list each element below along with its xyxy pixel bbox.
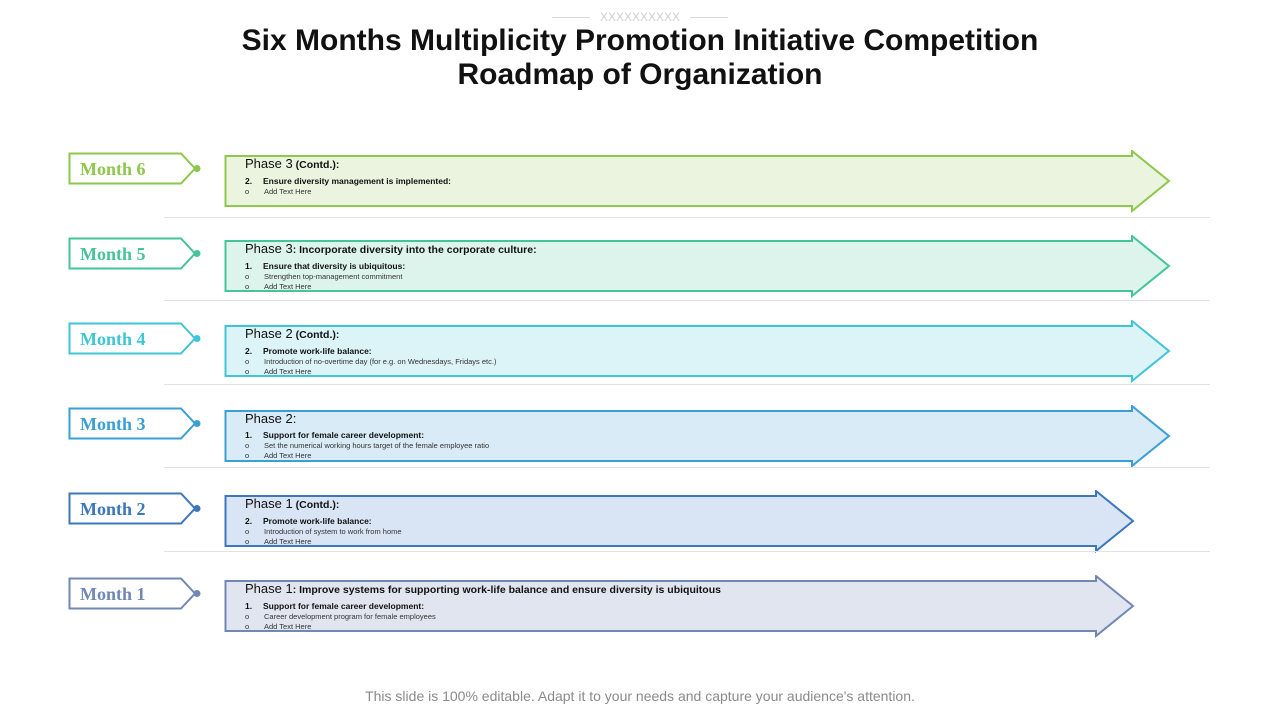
decoration-line-right [690,17,728,18]
roadmap-row [0,150,1280,235]
phase-content [245,496,1125,547]
item-line [245,430,1125,441]
phase-arrow [224,320,1174,386]
phase-heading [245,156,1125,173]
bullet-text: Introduction of no-overtime day (for e.g. on Wednesdays, Fridays etc.) [264,357,497,366]
item-number: 1. [245,430,253,440]
item-number: 1. [245,601,253,611]
bullet-text: Add Text Here [264,622,312,631]
roadmap-row [0,575,1280,660]
phase-arrow [224,575,1138,641]
month-label: Month 4 [80,329,146,349]
top-decoration [0,10,1280,24]
bullet-text: Add Text Here [264,282,312,291]
phase-heading [245,326,1125,343]
footer-note: This slide is 100% editable. Adapt it to your needs and capture your audience's attention. [365,688,915,704]
bullet-item [245,612,1125,622]
bullet-marker: o [245,367,250,376]
connector-dot [194,250,201,257]
month-tag [68,492,202,526]
bullet-marker: o [245,187,250,196]
phase-description: (Contd.): [292,329,340,341]
phase-title: Phase 1 [245,496,293,511]
phase-arrow [224,235,1174,301]
bullet-text: Add Text Here [264,187,312,196]
phase-description: (Contd.): [292,159,340,171]
title-line-1: Six Months Multiplicity Promotion Initiative Competition [241,24,1039,57]
bullet-text: Strengthen top-management commitment [264,272,403,281]
phase-arrow [224,490,1138,556]
bullet-text: Set the numerical working hours target of the female employee ratio [264,441,490,450]
row-divider [164,384,1210,385]
item-number: 2. [245,516,253,526]
bullet-item [245,451,1125,461]
month-tag [68,577,202,611]
phase-content [245,156,1125,197]
month-label: Month 1 [80,584,146,604]
bullet-marker: o [245,451,250,460]
row-divider [164,467,1210,468]
bullet-marker: o [245,537,250,546]
item-number: 2. [245,346,253,356]
bullet-item [245,527,1125,537]
phase-heading [245,241,1125,258]
roadmap-row [0,235,1280,320]
row-divider [164,217,1210,218]
phase-heading [245,496,1125,513]
phase-content [245,411,1125,461]
connector-dot [194,505,201,512]
connector-dot [194,590,201,597]
phase-description: (Contd.): [292,499,340,511]
month-tag [68,322,202,356]
bullet-item [245,187,1125,197]
bullet-marker: o [245,272,250,281]
month-tag [68,152,202,186]
decoration-line-left [552,17,590,18]
bullet-item [245,282,1125,292]
bullet-text: Career development program for female employees [264,612,436,621]
connector-dot [194,335,201,342]
bullet-item [245,537,1125,547]
bullet-marker: o [245,612,250,621]
bullet-item [245,367,1125,377]
item-line [245,176,1125,187]
bullet-text: Add Text Here [264,367,312,376]
phase-title: Phase 3 [245,241,293,256]
slide-title [140,24,1140,92]
row-divider [164,551,1210,552]
phase-content [245,241,1125,292]
roadmap-row [0,490,1280,575]
connector-dot [194,165,201,172]
phase-content [245,326,1125,377]
month-tag [68,407,202,441]
month-label: Month 5 [80,244,146,264]
item-line [245,261,1125,272]
item-number: 1. [245,261,253,271]
item-text: Promote work-life balance: [263,516,372,526]
bullet-text: Add Text Here [264,537,312,546]
item-line [245,516,1125,527]
item-line [245,601,1125,612]
item-number: 2. [245,176,253,186]
bullet-marker: o [245,622,250,631]
month-label: Month 6 [80,159,146,179]
item-text: Support for female career development: [263,601,425,611]
phase-title: Phase 2 [245,326,293,341]
phase-title: Phase 1 [245,581,293,596]
bullet-marker: o [245,441,250,450]
bullet-text: Add Text Here [264,451,312,460]
roadmap-row [0,320,1280,405]
bullet-marker: o [245,282,250,291]
item-text: Ensure that diversity is ubiquitous: [263,261,406,271]
phase-arrow [224,405,1174,471]
month-tag [68,237,202,271]
item-text: Promote work-life balance: [263,346,372,356]
connector-dot [194,420,201,427]
bullet-item [245,622,1125,632]
title-line-2: Roadmap of Organization [457,58,823,91]
phase-heading [245,581,1125,598]
phase-description: : Incorporate diversity into the corporate culture: [292,244,537,256]
phase-description: : Improve systems for supporting work-life balance and ensure diversity is ubiquitous [292,584,721,596]
bullet-marker: o [245,357,250,366]
item-line [245,346,1125,357]
roadmap-row [0,405,1280,490]
bullet-marker: o [245,527,250,536]
bullet-item [245,272,1125,282]
bullet-text: Introduction of system to work from home [264,527,402,536]
item-text: Ensure diversity management is implemented: [263,176,452,186]
phase-title: Phase 2: [245,411,297,426]
item-text: Support for female career development: [263,430,425,440]
decoration-text: XXXXXXXXXX [599,10,681,24]
bullet-item [245,357,1125,367]
month-label: Month 3 [80,414,146,434]
phase-heading [245,411,1125,427]
row-divider [164,300,1210,301]
month-label: Month 2 [80,499,146,519]
phase-arrow [224,150,1174,216]
phase-content [245,581,1125,632]
bullet-item [245,441,1125,451]
phase-title: Phase 3 [245,156,293,171]
